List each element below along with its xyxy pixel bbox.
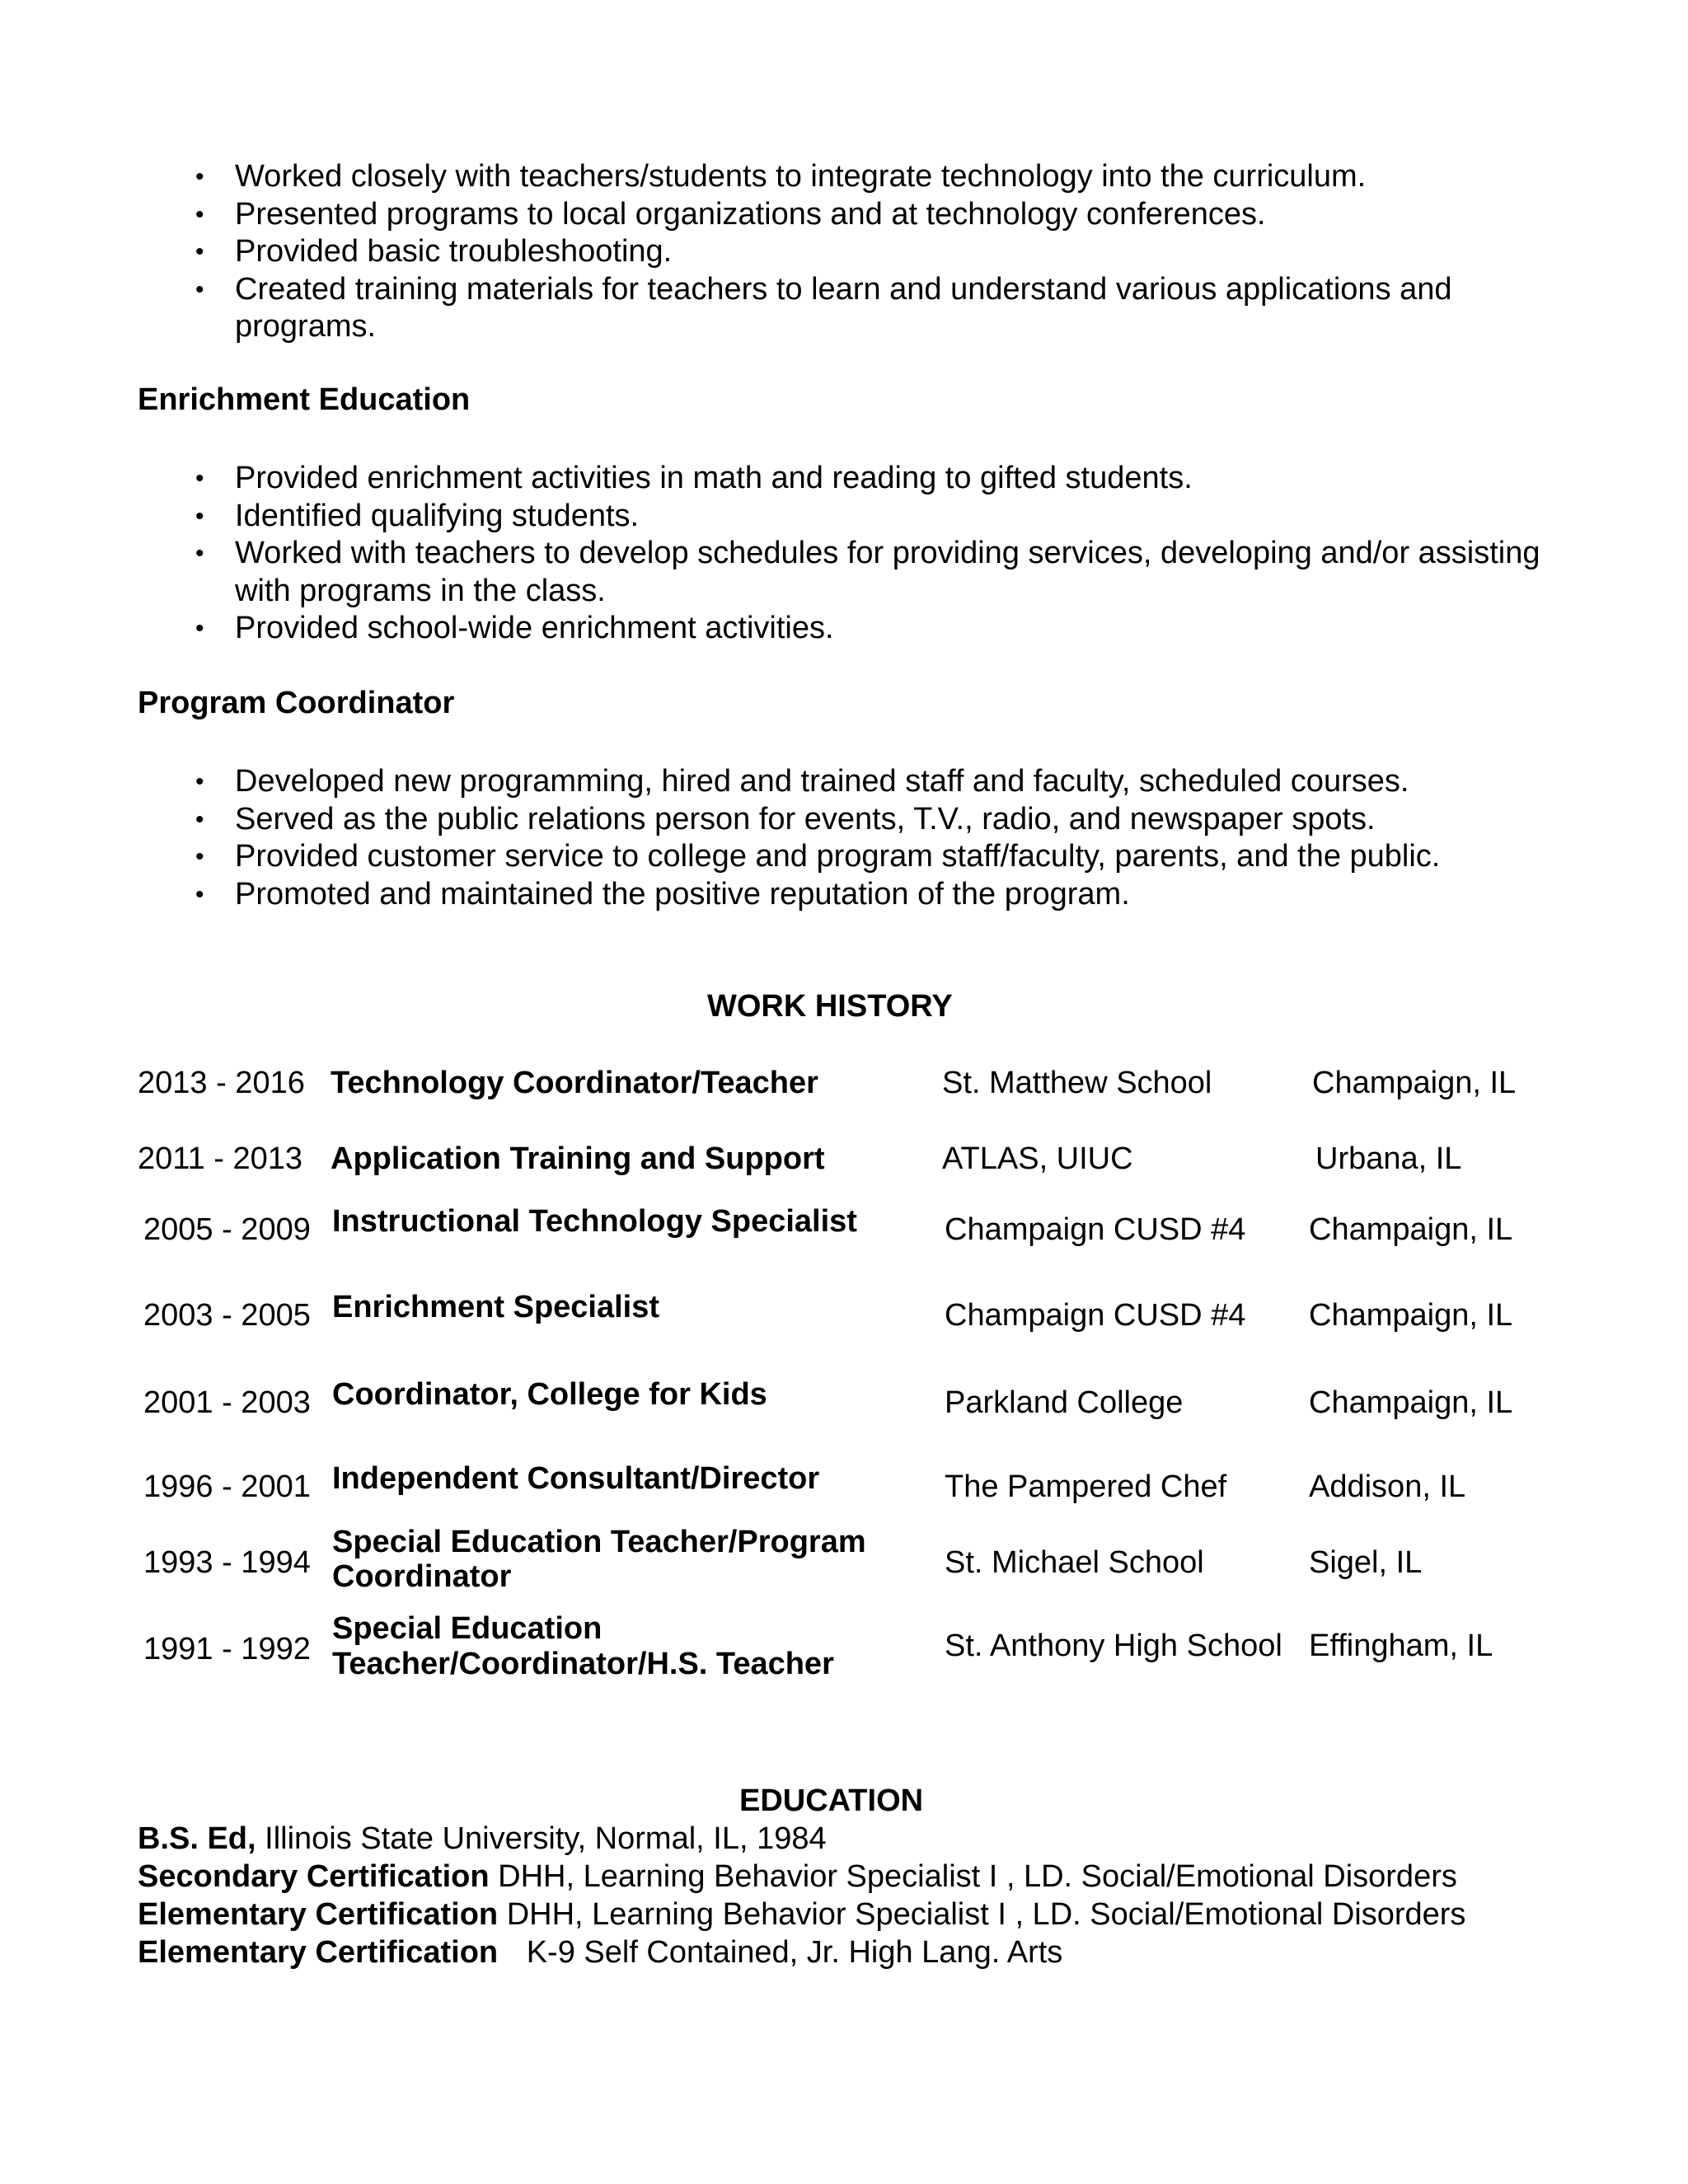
work-location: Sigel, IL	[1309, 1545, 1423, 1580]
list-item: • Provided basic troubleshooting.	[235, 233, 1554, 271]
work-title: Independent Consultant/Director	[332, 1461, 820, 1496]
enrichment-bullet-list	[235, 460, 1554, 648]
work-org: Champaign CUSD #4	[945, 1298, 1246, 1333]
list-item: • Provided enrichment activities in math and reading to gifted students.	[235, 460, 1554, 498]
list-item: • Promoted and maintained the positive reputation of the program.	[235, 876, 1554, 914]
intro-bullet-list	[235, 158, 1554, 346]
work-org: St. Anthony High School	[945, 1629, 1282, 1663]
work-title: Enrichment Specialist	[332, 1290, 660, 1324]
work-location: Champaign, IL	[1309, 1385, 1513, 1420]
list-item: • Served as the public relations person for events, T.V., radio, and newspaper spots.	[235, 801, 1554, 839]
education-line	[138, 1933, 1062, 1971]
list-item: • Created training materials for teachers to learn and understand various applications and programs.	[235, 271, 1554, 346]
work-location: Effingham, IL	[1309, 1629, 1493, 1663]
list-item: • Identified qualifying students.	[235, 498, 1554, 536]
work-org: Parkland College	[945, 1385, 1184, 1420]
education-text: DHH, Learning Behavior Specialist I , LD. Social/Emotional Disorders	[506, 1897, 1466, 1932]
work-years: 1993 - 1994	[143, 1545, 311, 1580]
education-label: B.S. Ed,	[138, 1821, 256, 1856]
education-label: Secondary Certification	[138, 1859, 490, 1894]
work-title: Technology Coordinator/Teacher	[331, 1066, 818, 1100]
education-label: Elementary Certification	[138, 1935, 499, 1970]
work-location: Champaign, IL	[1309, 1212, 1513, 1247]
education-text: DHH, Learning Behavior Specialist I , LD. Social/Emotional Disorders	[498, 1859, 1457, 1894]
education-text: K-9 Self Contained, Jr. High Lang. Arts	[526, 1935, 1063, 1970]
work-org: St. Matthew School	[942, 1066, 1212, 1100]
work-title: Special Education Teacher/Program Coordinator	[332, 1525, 866, 1594]
education-line	[138, 1858, 1457, 1896]
list-item: • Provided customer service to college and program staff/faculty, parents, and the public.	[235, 838, 1554, 876]
work-years: 2001 - 2003	[143, 1385, 311, 1420]
work-years: 2003 - 2005	[143, 1298, 311, 1333]
work-location: Addison, IL	[1309, 1469, 1466, 1504]
work-years: 1991 - 1992	[143, 1632, 311, 1666]
work-years: 1996 - 2001	[143, 1469, 311, 1504]
list-item: • Presented programs to local organizations and at technology conferences.	[235, 196, 1554, 234]
work-org: St. Michael School	[945, 1545, 1204, 1580]
work-title: Special Education Teacher/Coordinator/H.S. Teacher	[332, 1611, 834, 1681]
list-item: • Worked closely with teachers/students to integrate technology into the curriculum.	[235, 158, 1554, 196]
work-org: Champaign CUSD #4	[945, 1212, 1246, 1247]
work-location: Champaign, IL	[1312, 1066, 1517, 1100]
work-title: Coordinator, College for Kids	[332, 1377, 767, 1412]
work-location: Champaign, IL	[1309, 1298, 1513, 1333]
coordinator-bullet-list	[235, 763, 1554, 913]
education-text: Illinois State University, Normal, IL, 1984	[265, 1821, 827, 1856]
work-title: Application Training and Support	[331, 1141, 825, 1176]
list-item: • Provided school-wide enrichment activities.	[235, 610, 1554, 648]
coordinator-heading: Program Coordinator	[138, 686, 455, 720]
work-years: 2005 - 2009	[143, 1212, 311, 1247]
work-years: 2011 - 2013	[138, 1141, 303, 1176]
list-item: • Worked with teachers to develop schedules for providing services, developing and/or assisting with programs in the class.	[235, 535, 1554, 610]
education-line	[138, 1820, 827, 1858]
work-org: The Pampered Chef	[945, 1469, 1227, 1504]
enrichment-heading: Enrichment Education	[138, 382, 471, 417]
education-title: EDUCATION	[739, 1783, 924, 1818]
list-item: • Developed new programming, hired and trained staff and faculty, scheduled courses.	[235, 763, 1554, 801]
education-label: Elementary Certification	[138, 1897, 499, 1932]
work-org: ATLAS, UIUC	[942, 1141, 1133, 1176]
work-title: Instructional Technology Specialist	[332, 1204, 857, 1239]
education-line	[138, 1896, 1465, 1933]
work-location: Urbana, IL	[1315, 1141, 1462, 1176]
work-years: 2013 - 2016	[138, 1066, 305, 1100]
work-history-title: WORK HISTORY	[707, 989, 953, 1024]
